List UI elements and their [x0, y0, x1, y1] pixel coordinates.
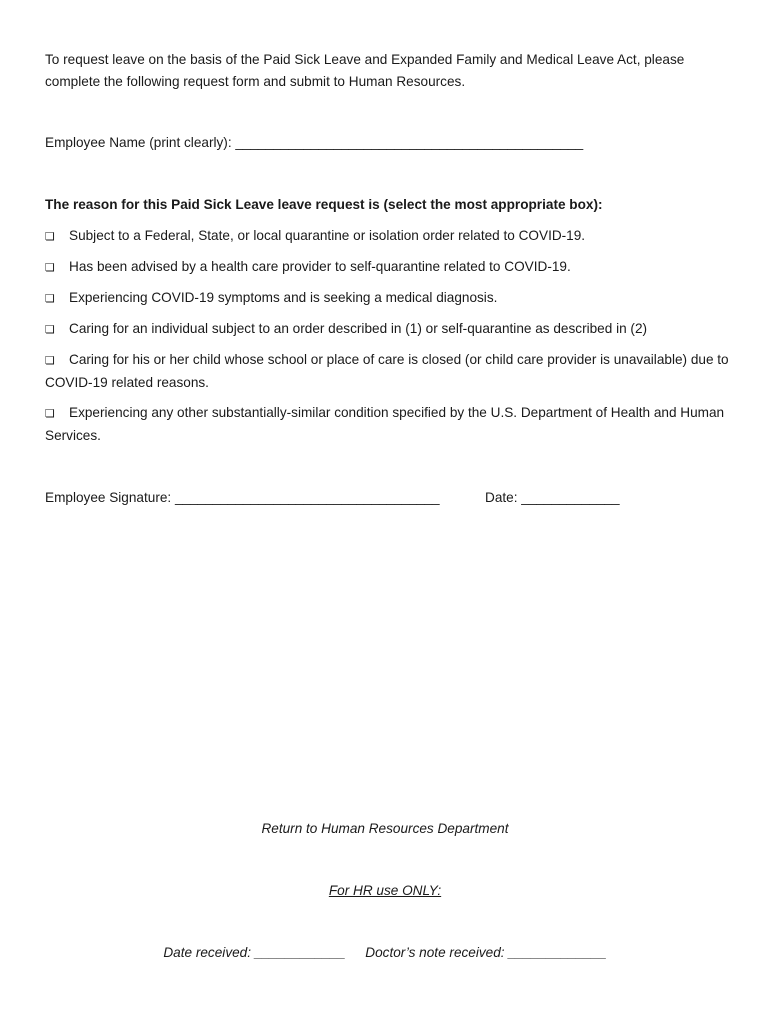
doctors-note-field[interactable]: Doctor’s note received: _____________ — [365, 945, 607, 960]
reason-option-1[interactable] — [45, 225, 730, 248]
checkbox-icon[interactable]: ❏ — [45, 292, 55, 305]
reason-option-label: Has been advised by a health care provider to self-quarantine related to COVID-19. — [69, 259, 571, 274]
return-note: Return to Human Resources Department — [261, 821, 509, 836]
reason-option-3[interactable] — [45, 287, 730, 310]
hr-received-row — [0, 942, 770, 964]
reason-option-label: Experiencing COVID-19 symptoms and is seeking a medical diagnosis. — [69, 290, 498, 305]
reason-option-6[interactable] — [45, 402, 740, 447]
checkbox-icon[interactable]: ❏ — [45, 354, 55, 367]
reason-option-5[interactable] — [45, 349, 730, 394]
checkbox-icon[interactable]: ❏ — [45, 323, 55, 336]
checkbox-icon[interactable]: ❏ — [45, 407, 55, 420]
date-received-field[interactable]: Date received: ____________ — [163, 945, 346, 960]
reason-option-2[interactable] — [45, 256, 730, 279]
reason-option-label: Experiencing any other substantially-similar condition specified by the U.S. Department of Health and Human Services. — [45, 405, 725, 443]
reason-option-4[interactable] — [45, 318, 740, 341]
checkbox-icon[interactable]: ❏ — [45, 261, 55, 274]
reason-option-label: Caring for his or her child whose school or place of care is closed (or child care provider is unavailable) due to COVID-19 related reasons. — [45, 352, 729, 390]
signature-date-field[interactable]: Date: _____________ — [485, 490, 620, 505]
signature-row — [45, 487, 730, 509]
reason-option-label: Subject to a Federal, State, or local quarantine or isolation order related to COVID-19. — [69, 228, 586, 243]
checkbox-icon[interactable]: ❏ — [45, 230, 55, 243]
employee-name-field[interactable]: Employee Name (print clearly): ______________________________________________ — [45, 135, 584, 150]
employee-signature-field[interactable]: Employee Signature: ___________________________________ — [45, 490, 440, 505]
reason-option-label: Caring for an individual subject to an order described in (1) or self-quarantine as described in (2) — [69, 321, 648, 336]
reason-heading: The reason for this Paid Sick Leave leave request is (select the most appropriate box): — [45, 197, 603, 212]
intro-paragraph: To request leave on the basis of the Paid Sick Leave and Expanded Family and Medical Leave Act, please complete the following request form and submit to Human Resources. — [45, 52, 685, 89]
hr-use-heading: For HR use ONLY: — [328, 883, 442, 898]
